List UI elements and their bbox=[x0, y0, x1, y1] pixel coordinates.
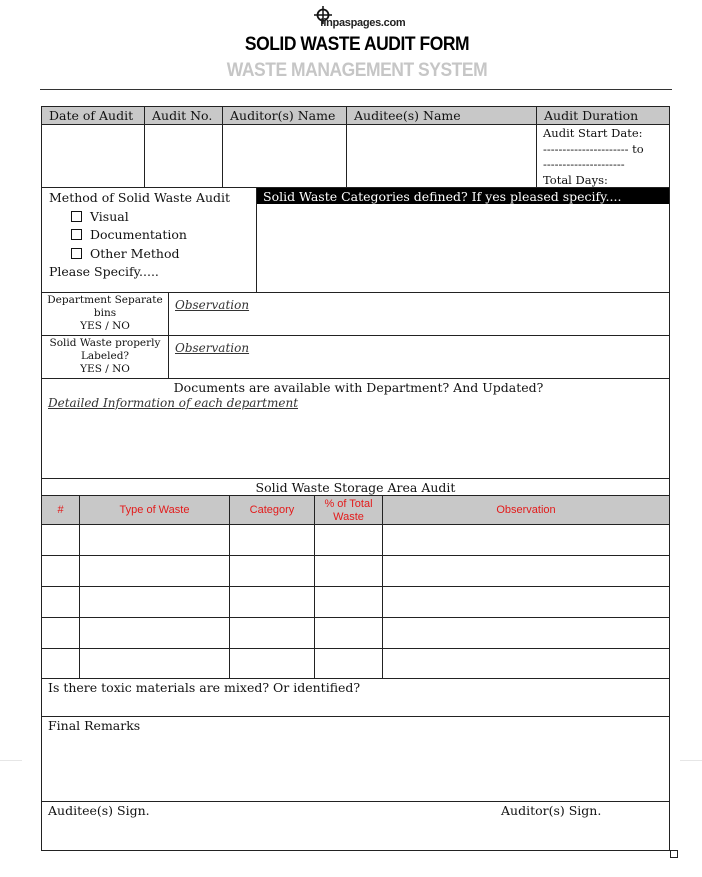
final-remarks-label: Final Remarks bbox=[48, 718, 141, 733]
form-title: SOLID WASTE AUDIT FORM bbox=[244, 34, 470, 55]
please-specify: Please Specify..... bbox=[49, 264, 159, 279]
documents-detail: Detailed Information of each department bbox=[48, 396, 299, 410]
audit-range-line: ---------------------- to bbox=[543, 141, 644, 156]
col-audit-duration: Audit Duration bbox=[536, 107, 669, 125]
observation-label: Observation bbox=[175, 298, 250, 312]
labeled-observation[interactable] bbox=[168, 335, 669, 378]
type-of-waste-cell[interactable] bbox=[79, 586, 229, 617]
storage-title: Solid Waste Storage Area Audit bbox=[42, 478, 669, 495]
toxic-question: Is there toxic materials are mixed? Or identified? bbox=[48, 680, 361, 695]
category-cell[interactable] bbox=[229, 524, 314, 555]
page-edge-mark bbox=[0, 760, 22, 761]
option-label: Documentation bbox=[90, 227, 187, 242]
total-days-label: Total Days: bbox=[543, 172, 608, 187]
col-number: # bbox=[42, 495, 79, 524]
row-number-cell[interactable] bbox=[42, 648, 79, 678]
audit-no-field[interactable] bbox=[144, 125, 222, 187]
label-line: bins bbox=[93, 307, 117, 319]
audit-range-line-2: --------------------- bbox=[543, 157, 625, 171]
documents-question: Documents are available with Department? And Updated? bbox=[173, 380, 544, 395]
percent-waste-cell[interactable] bbox=[314, 648, 382, 678]
checkbox-icon[interactable] bbox=[71, 229, 82, 240]
observation-cell[interactable] bbox=[382, 524, 669, 555]
col-category: Category bbox=[229, 495, 314, 524]
separate-bins-observation[interactable] bbox=[168, 292, 669, 335]
type-of-waste-cell[interactable] bbox=[79, 648, 229, 678]
category-cell[interactable] bbox=[229, 617, 314, 648]
resize-handle[interactable] bbox=[670, 850, 678, 858]
date-of-audit-field[interactable] bbox=[42, 125, 144, 187]
label-line: Department Separate bbox=[47, 294, 163, 306]
yes-no-label: YES / NO bbox=[80, 363, 130, 375]
labeled-label bbox=[42, 335, 168, 378]
col-observation: Observation bbox=[382, 495, 669, 524]
site-name: finpaspages.com bbox=[320, 17, 406, 29]
checkbox-icon[interactable] bbox=[71, 248, 82, 259]
method-title: Method of Solid Waste Audit bbox=[49, 190, 231, 205]
row-number-cell[interactable] bbox=[42, 586, 79, 617]
observation-cell[interactable] bbox=[382, 617, 669, 648]
documents-section[interactable] bbox=[42, 378, 669, 478]
categories-section[interactable] bbox=[256, 187, 669, 292]
final-remarks-section[interactable] bbox=[42, 716, 669, 801]
auditor-name-field[interactable] bbox=[222, 125, 346, 187]
category-cell[interactable] bbox=[229, 555, 314, 586]
category-cell[interactable] bbox=[229, 586, 314, 617]
type-of-waste-cell[interactable] bbox=[79, 617, 229, 648]
percent-waste-cell[interactable] bbox=[314, 555, 382, 586]
auditee-sign-label: Auditee(s) Sign. bbox=[48, 803, 150, 818]
type-of-waste-cell[interactable] bbox=[79, 555, 229, 586]
category-cell[interactable] bbox=[229, 648, 314, 678]
observation-label: Observation bbox=[175, 341, 250, 355]
option-other-method[interactable] bbox=[49, 245, 256, 264]
audit-form bbox=[41, 106, 670, 851]
col-type-of-waste: Type of Waste bbox=[79, 495, 229, 524]
audit-start-label: Audit Start Date: bbox=[543, 126, 643, 140]
auditee-name-field[interactable] bbox=[346, 125, 536, 187]
type-of-waste-cell[interactable] bbox=[79, 524, 229, 555]
label-line: Labeled? bbox=[80, 350, 130, 362]
page-edge-mark bbox=[680, 760, 702, 761]
label-line: Solid Waste properly bbox=[49, 337, 161, 349]
toxic-section[interactable] bbox=[42, 678, 669, 716]
row-number-cell[interactable] bbox=[42, 524, 79, 555]
categories-header: Solid Waste Categories defined? If yes pleased specify.... bbox=[257, 188, 669, 204]
col-auditee-name: Auditee(s) Name bbox=[346, 107, 536, 125]
option-label: Visual bbox=[90, 208, 129, 224]
col-percent-total-waste: % of Total Waste bbox=[314, 495, 382, 524]
percent-waste-cell[interactable] bbox=[314, 524, 382, 555]
option-visual[interactable] bbox=[49, 208, 256, 227]
header-divider bbox=[40, 89, 672, 90]
col-audit-no: Audit No. bbox=[144, 107, 222, 125]
checkbox-icon[interactable] bbox=[71, 211, 82, 222]
option-label: Other Method bbox=[90, 245, 180, 261]
observation-cell[interactable] bbox=[382, 555, 669, 586]
row-number-cell[interactable] bbox=[42, 555, 79, 586]
separate-bins-label bbox=[42, 292, 168, 335]
method-section bbox=[42, 187, 256, 292]
col-auditor-name: Auditor(s) Name bbox=[222, 107, 346, 125]
row-number-cell[interactable] bbox=[42, 617, 79, 648]
signature-section bbox=[42, 801, 669, 850]
audit-duration-field[interactable] bbox=[536, 125, 669, 187]
option-documentation[interactable] bbox=[49, 226, 256, 245]
form-subtitle: WASTE MANAGEMENT SYSTEM bbox=[226, 60, 488, 81]
auditor-sign-label: Auditor(s) Sign. bbox=[501, 803, 602, 818]
observation-cell[interactable] bbox=[382, 586, 669, 617]
col-date-of-audit: Date of Audit bbox=[42, 107, 144, 125]
yes-no-label: YES / NO bbox=[80, 320, 130, 332]
percent-waste-cell[interactable] bbox=[314, 617, 382, 648]
site-logo bbox=[312, 4, 406, 30]
percent-waste-cell[interactable] bbox=[314, 586, 382, 617]
observation-cell[interactable] bbox=[382, 648, 669, 678]
